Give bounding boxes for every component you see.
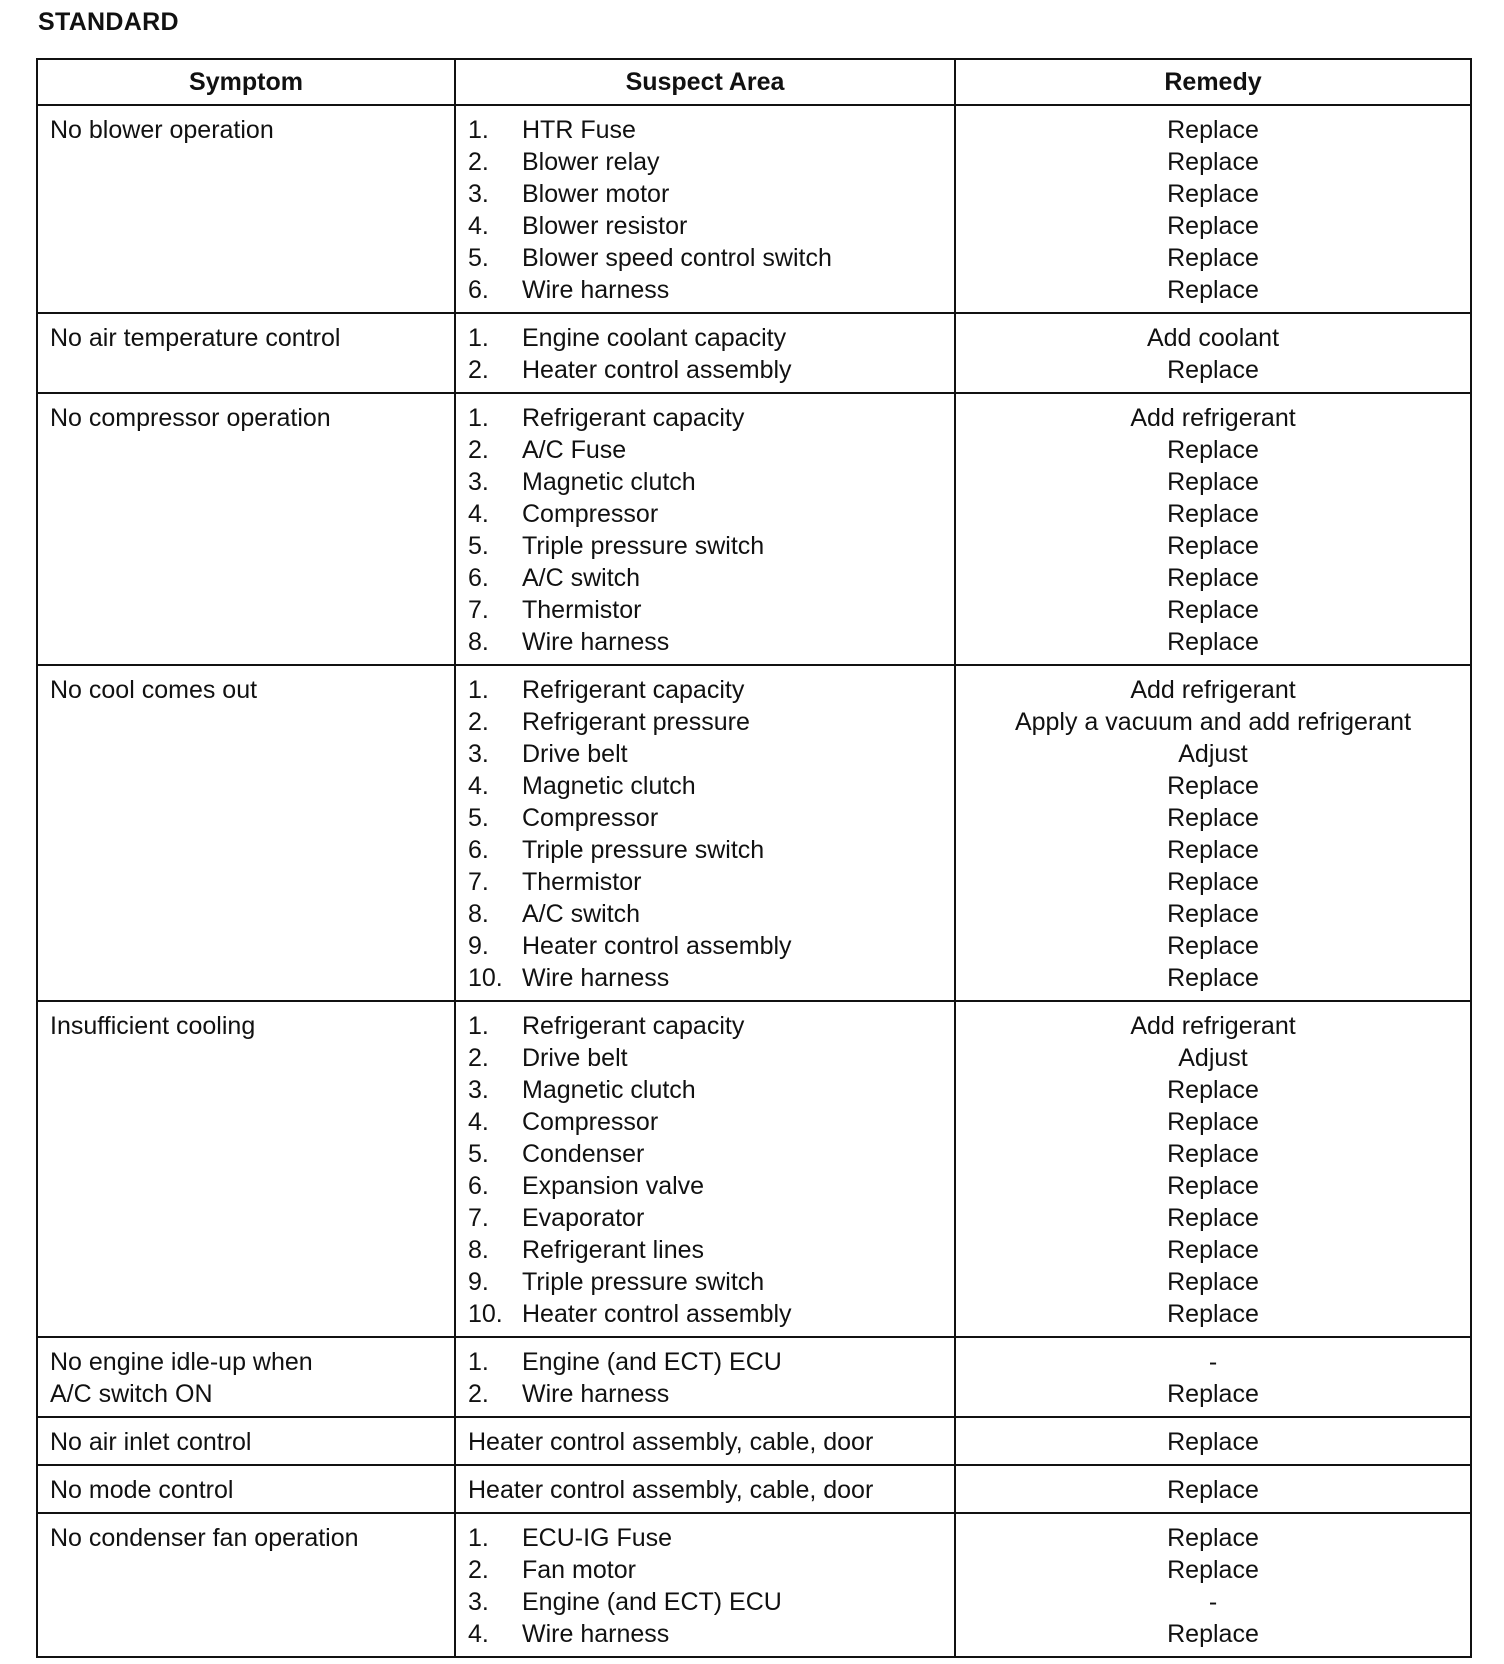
item-number: 4. [468, 1620, 489, 1648]
item-number: 3. [468, 468, 489, 496]
suspect-item [468, 1074, 944, 1106]
item-number: 3. [468, 180, 489, 208]
item-text: Blower speed control switch [522, 244, 832, 272]
remedy-item: Replace [1167, 1204, 1259, 1232]
suspect-item [468, 834, 944, 866]
suspect-area-cell [455, 1513, 955, 1657]
remedy-item: Replace [1167, 500, 1259, 528]
suspect-area-cell [455, 1417, 955, 1465]
item-number: 6. [468, 276, 489, 304]
item-text: Engine (and ECT) ECU [522, 1348, 782, 1376]
item-text: Refrigerant capacity [522, 676, 745, 704]
remedy-item: Replace [1167, 1108, 1259, 1136]
item-text: HTR Fuse [522, 116, 636, 144]
item-number: 4. [468, 1108, 489, 1136]
suspect-item [468, 274, 944, 306]
remedy-item: Replace [1167, 836, 1259, 864]
item-text: Heater control assembly [522, 356, 792, 384]
item-number: 7. [468, 1204, 489, 1232]
item-text: Magnetic clutch [522, 468, 696, 496]
remedy-item: Replace [1167, 532, 1259, 560]
remedy-item: Replace [1167, 1556, 1259, 1584]
table-body [37, 105, 1471, 1657]
table-row [37, 1417, 1471, 1465]
item-number: 1. [468, 324, 489, 352]
remedy-item: Replace [1167, 932, 1259, 960]
remedy-item: Replace [1167, 276, 1259, 304]
remedy-item: Replace [1167, 468, 1259, 496]
suspect-item [468, 1202, 944, 1234]
symptom-cell [37, 1465, 455, 1513]
symptom-text: No air temperature control [50, 324, 341, 352]
remedy-item: Replace [1167, 1524, 1259, 1552]
suspect-item [468, 866, 944, 898]
remedy-item: Replace [1167, 116, 1259, 144]
suspect-item [468, 1298, 944, 1330]
item-number: 9. [468, 1268, 489, 1296]
remedy-cell [955, 1001, 1471, 1337]
table-row [37, 1465, 1471, 1513]
symptom-cell [37, 1513, 455, 1657]
remedy-item: Replace [1167, 628, 1259, 656]
item-text: ECU-IG Fuse [522, 1524, 673, 1552]
suspect-item [468, 1234, 944, 1266]
suspect-item [468, 210, 944, 242]
item-text: Heater control assembly [522, 1300, 792, 1328]
remedy-cell [955, 1337, 1471, 1417]
suspect-item [468, 674, 944, 706]
suspect-item [468, 1346, 944, 1378]
item-text: Wire harness [522, 276, 670, 304]
page-title: STANDARD [38, 8, 179, 36]
remedy-item: Add coolant [1146, 324, 1280, 352]
item-text: Heater control assembly, cable, door [468, 1428, 874, 1456]
suspect-item [468, 1378, 944, 1410]
item-number: 4. [468, 212, 489, 240]
suspect-item [468, 1522, 944, 1554]
item-number: 2. [468, 148, 489, 176]
item-text: Expansion valve [522, 1172, 705, 1200]
table-row [37, 665, 1471, 1001]
suspect-area-cell [455, 1465, 955, 1513]
item-number: 8. [468, 1236, 489, 1264]
suspect-item [468, 962, 944, 994]
remedy-item: Replace [1167, 804, 1259, 832]
remedy-item: Replace [1167, 1172, 1259, 1200]
item-number: 4. [468, 500, 489, 528]
suspect-item [468, 530, 944, 562]
suspect-item [468, 114, 944, 146]
table-row [37, 393, 1471, 665]
suspect-item [468, 802, 944, 834]
table-row [37, 1513, 1471, 1657]
item-number: 8. [468, 628, 489, 656]
symptom-text: No mode control [50, 1476, 234, 1504]
symptom-text: No blower operation [50, 116, 274, 144]
remedy-item: Replace [1167, 180, 1259, 208]
item-number: 3. [468, 1588, 489, 1616]
item-text: A/C switch [522, 564, 641, 592]
remedy-item: Replace [1167, 900, 1259, 928]
symptom-cell [37, 1417, 455, 1465]
suspect-area-cell [455, 1001, 955, 1337]
item-text: Compressor [522, 1108, 659, 1136]
item-text: Heater control assembly [522, 932, 792, 960]
suspect-item [468, 402, 944, 434]
remedy-item: Replace [1167, 596, 1259, 624]
table-row [37, 313, 1471, 393]
item-text: Blower motor [522, 180, 670, 208]
header-suspect-area: Suspect Area [455, 59, 955, 105]
suspect-item [468, 466, 944, 498]
suspect-area-cell [455, 105, 955, 313]
symptom-text: No engine idle-up when A/C switch ON [50, 1348, 313, 1408]
remedy-cell [955, 313, 1471, 393]
item-text: Evaporator [522, 1204, 645, 1232]
suspect-item [468, 1042, 944, 1074]
remedy-item: Replace [1167, 1076, 1259, 1104]
suspect-item [468, 626, 944, 658]
suspect-item [468, 1106, 944, 1138]
item-text: Compressor [522, 500, 659, 528]
remedy-item: Replace [1167, 244, 1259, 272]
item-number: 9. [468, 932, 489, 960]
remedy-item: Add refrigerant [1130, 1012, 1296, 1040]
item-text: Refrigerant lines [522, 1236, 705, 1264]
item-number: 5. [468, 1140, 489, 1168]
suspect-area-cell [455, 665, 955, 1001]
item-number: 5. [468, 804, 489, 832]
suspect-item [468, 498, 944, 530]
suspect-item [468, 434, 944, 466]
item-text: Triple pressure switch [522, 836, 765, 864]
item-text: Thermistor [522, 596, 642, 624]
remedy-item: Replace [1167, 1476, 1259, 1504]
item-number: 1. [468, 1012, 489, 1040]
remedy-item: Adjust [1178, 1044, 1248, 1072]
item-number: 1. [468, 676, 489, 704]
item-number: 2. [468, 356, 489, 384]
suspect-item [468, 1474, 944, 1506]
remedy-cell [955, 1465, 1471, 1513]
troubleshooting-table [36, 58, 1472, 1658]
item-number: 6. [468, 1172, 489, 1200]
item-number: 10. [468, 1300, 503, 1328]
header-symptom: Symptom [37, 59, 455, 105]
remedy-item: Replace [1167, 1428, 1259, 1456]
symptom-text: No air inlet control [50, 1428, 252, 1456]
item-text: Drive belt [522, 1044, 628, 1072]
suspect-item [468, 1586, 944, 1618]
remedy-item: Apply a vacuum and add refrigerant [1014, 708, 1412, 736]
remedy-item: Replace [1167, 1140, 1259, 1168]
remedy-item: Replace [1167, 356, 1259, 384]
item-number: 2. [468, 1044, 489, 1072]
header-row [37, 59, 1471, 105]
item-text: Refrigerant pressure [522, 708, 750, 736]
symptom-cell [37, 313, 455, 393]
item-text: Wire harness [522, 1620, 670, 1648]
suspect-area-cell [455, 1337, 955, 1417]
suspect-item [468, 594, 944, 626]
suspect-item [468, 1266, 944, 1298]
suspect-item [468, 242, 944, 274]
remedy-item: Replace [1167, 1380, 1259, 1408]
item-number: 2. [468, 1556, 489, 1584]
table-row [37, 1337, 1471, 1417]
remedy-item: - [1208, 1588, 1218, 1616]
item-number: 1. [468, 404, 489, 432]
remedy-item: Replace [1167, 148, 1259, 176]
remedy-item: Replace [1167, 1236, 1259, 1264]
item-number: 2. [468, 708, 489, 736]
item-text: Wire harness [522, 964, 670, 992]
suspect-item [468, 1138, 944, 1170]
item-text: A/C switch [522, 900, 641, 928]
remedy-item: Replace [1167, 1300, 1259, 1328]
remedy-item: Replace [1167, 1268, 1259, 1296]
item-text: Triple pressure switch [522, 532, 765, 560]
item-text: Heater control assembly, cable, door [468, 1476, 874, 1504]
remedy-item: Add refrigerant [1130, 676, 1296, 704]
remedy-cell [955, 1417, 1471, 1465]
item-text: Wire harness [522, 1380, 670, 1408]
item-text: Refrigerant capacity [522, 1012, 745, 1040]
remedy-item: Replace [1167, 772, 1259, 800]
remedy-item: Replace [1167, 868, 1259, 896]
suspect-item [468, 930, 944, 962]
item-text: Thermistor [522, 868, 642, 896]
remedy-cell [955, 665, 1471, 1001]
suspect-item [468, 1170, 944, 1202]
item-text: Engine (and ECT) ECU [522, 1588, 782, 1616]
suspect-item [468, 354, 944, 386]
suspect-item [468, 1554, 944, 1586]
remedy-item: Adjust [1178, 740, 1248, 768]
suspect-item [468, 1426, 944, 1458]
suspect-area-cell [455, 393, 955, 665]
item-number: 5. [468, 532, 489, 560]
item-number: 5. [468, 244, 489, 272]
item-text: Refrigerant capacity [522, 404, 745, 432]
item-number: 3. [468, 1076, 489, 1104]
item-number: 2. [468, 1380, 489, 1408]
remedy-item: Replace [1167, 964, 1259, 992]
header-remedy: Remedy [955, 59, 1471, 105]
symptom-text: No condenser fan operation [50, 1524, 359, 1552]
symptom-cell [37, 393, 455, 665]
symptom-cell [37, 105, 455, 313]
item-text: Engine coolant capacity [522, 324, 787, 352]
suspect-item [468, 898, 944, 930]
suspect-item [468, 562, 944, 594]
suspect-item [468, 1618, 944, 1650]
item-number: 7. [468, 868, 489, 896]
item-number: 3. [468, 740, 489, 768]
item-number: 2. [468, 436, 489, 464]
remedy-item: Add refrigerant [1130, 404, 1296, 432]
table-row [37, 105, 1471, 313]
item-number: 7. [468, 596, 489, 624]
item-text: Fan motor [522, 1556, 636, 1584]
suspect-item [468, 706, 944, 738]
suspect-item [468, 146, 944, 178]
item-number: 1. [468, 116, 489, 144]
item-text: Compressor [522, 804, 659, 832]
suspect-item [468, 1010, 944, 1042]
symptom-cell [37, 1337, 455, 1417]
suspect-item [468, 738, 944, 770]
remedy-item: Replace [1167, 436, 1259, 464]
item-number: 1. [468, 1524, 489, 1552]
item-number: 8. [468, 900, 489, 928]
remedy-item: Replace [1167, 212, 1259, 240]
remedy-item: Replace [1167, 1620, 1259, 1648]
item-number: 6. [468, 836, 489, 864]
item-text: Blower relay [522, 148, 660, 176]
remedy-cell [955, 393, 1471, 665]
item-text: Triple pressure switch [522, 1268, 765, 1296]
suspect-item [468, 770, 944, 802]
item-text: A/C Fuse [522, 436, 627, 464]
symptom-cell [37, 1001, 455, 1337]
item-text: Drive belt [522, 740, 628, 768]
suspect-item [468, 322, 944, 354]
symptom-cell [37, 665, 455, 1001]
symptom-text: Insufficient cooling [50, 1012, 256, 1040]
remedy-item: - [1208, 1348, 1218, 1376]
remedy-cell [955, 105, 1471, 313]
table-row [37, 1001, 1471, 1337]
item-number: 10. [468, 964, 503, 992]
remedy-item: Replace [1167, 564, 1259, 592]
item-number: 1. [468, 1348, 489, 1376]
item-text: Magnetic clutch [522, 772, 696, 800]
item-number: 4. [468, 772, 489, 800]
item-text: Wire harness [522, 628, 670, 656]
suspect-item [468, 178, 944, 210]
symptom-text: No cool comes out [50, 676, 258, 704]
item-number: 6. [468, 564, 489, 592]
remedy-cell [955, 1513, 1471, 1657]
item-text: Condenser [522, 1140, 645, 1168]
item-text: Magnetic clutch [522, 1076, 696, 1104]
item-text: Blower resistor [522, 212, 688, 240]
suspect-area-cell [455, 313, 955, 393]
symptom-text: No compressor operation [50, 404, 331, 432]
